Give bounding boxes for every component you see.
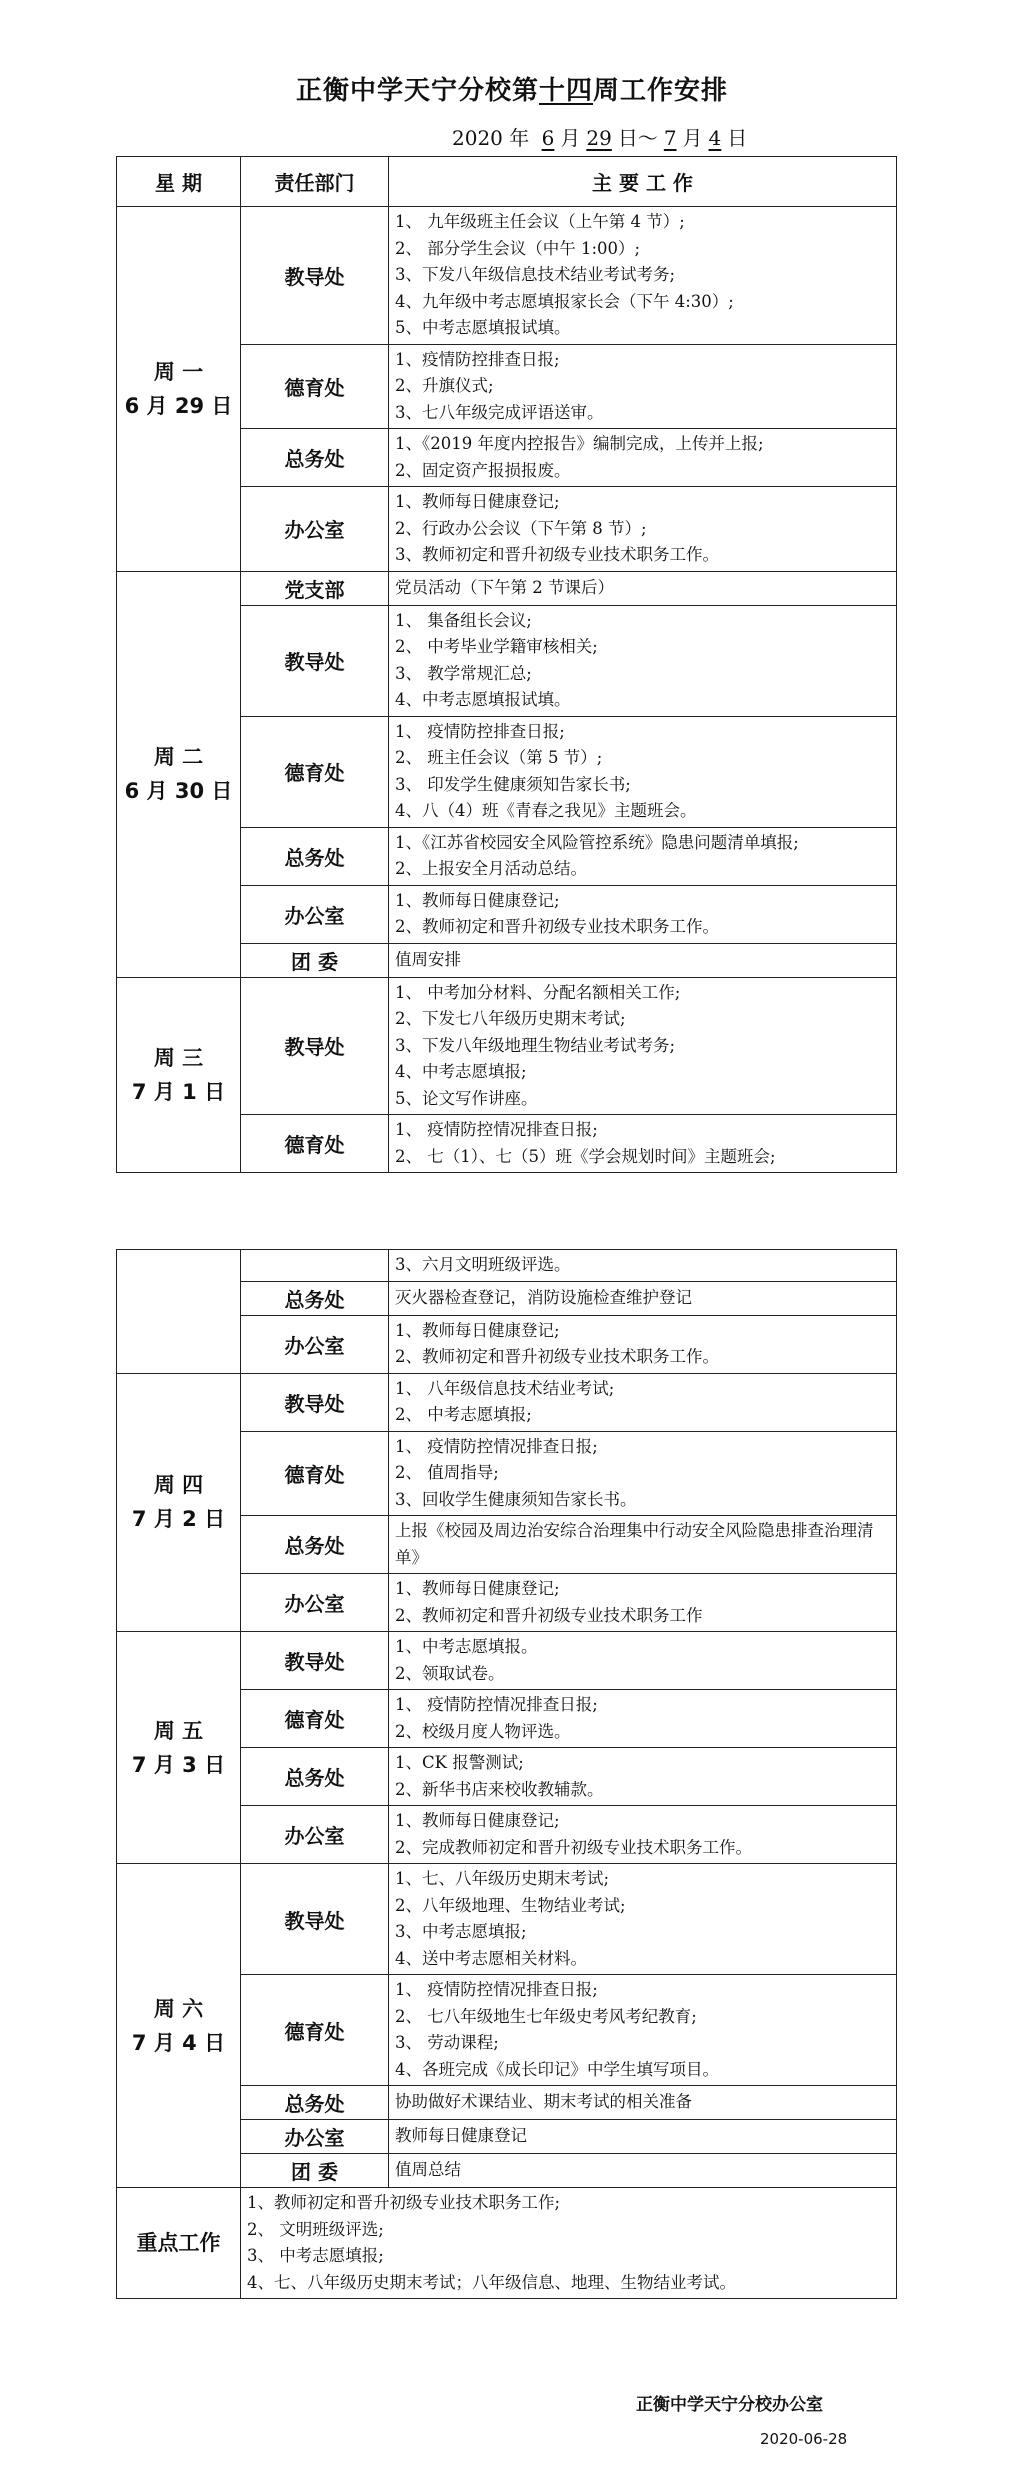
- task-item: 2、领取试卷。: [395, 1663, 505, 1683]
- tasks-cell: [389, 827, 897, 885]
- day-line: 周 三: [153, 1045, 204, 1070]
- tasks-cell: [389, 487, 897, 572]
- dept-cell: 教导处: [241, 605, 389, 716]
- tasks-cell: [389, 1748, 897, 1806]
- task-item: 1、七、八年级历史期末考试;: [395, 1869, 610, 1888]
- title-prefix: 正衡中学天宁分校第: [295, 76, 539, 106]
- dept-cell: 德育处: [241, 344, 389, 429]
- dept-cell: 教导处: [241, 1632, 389, 1690]
- day-line: 周 五: [153, 1718, 204, 1743]
- dept-cell: [241, 1250, 389, 1282]
- task-item: 2、上报安全月活动总结。: [395, 859, 587, 878]
- task-item: 2、 七八年级地生七年级史考风考纪教育;: [395, 2006, 697, 2026]
- task-item: 2、固定资产报损报废。: [395, 460, 571, 480]
- day-cell: [117, 1864, 241, 2188]
- date-text: 月: [560, 126, 581, 150]
- task-item: 1、CK 报警测试;: [395, 1753, 524, 1772]
- task-item: 1、 疫情防控情况排查日报;: [395, 1436, 598, 1456]
- tasks-cell: [389, 571, 897, 605]
- task-item: 1、《2019 年度内控报告》编制完成，上传并上报;: [395, 434, 764, 453]
- tasks-cell: [389, 1975, 897, 2086]
- task-item: 2、升旗仪式;: [395, 376, 494, 395]
- task-item: 3、回收学生健康须知告家长书。: [395, 1489, 637, 1509]
- task-item: 灭火器检查登记，消防设施检查维护登记: [395, 1287, 692, 1307]
- schedule-row: [117, 1373, 897, 1431]
- task-item: 1、《江苏省校园安全风险管控系统》隐患问题清单填报;: [395, 832, 799, 852]
- tasks-cell: [389, 1574, 897, 1632]
- task-item: 上报《校园及周边治安综合治理集中行动安全风险隐患排查治理清单》: [395, 1521, 874, 1567]
- day-cell: [117, 571, 241, 977]
- header-dept: 责任部门: [241, 157, 389, 207]
- task-item: 3、 劳动课程;: [395, 2033, 499, 2052]
- dept-cell: 德育处: [241, 1690, 389, 1748]
- schedule-row: [117, 977, 897, 1115]
- task-item: 1、教师每日健康登记;: [395, 1811, 560, 1830]
- task-item: 4、送中考志愿相关材料。: [395, 1948, 587, 1968]
- tasks-cell: [389, 2086, 897, 2120]
- task-item: 1、教师每日健康登记;: [395, 1320, 560, 1340]
- task-item: 2、 七（1）、七（5）班《学会规划时间》主题班会;: [395, 1146, 776, 1166]
- tasks-cell: [389, 1806, 897, 1864]
- dept-cell: 办公室: [241, 885, 389, 943]
- task-item: 1、中考志愿填报。: [395, 1637, 538, 1656]
- task-item: 4、中考志愿填报;: [395, 1062, 527, 1081]
- key-work-item: 1、教师初定和晋升初级专业技术职务工作;: [247, 2193, 561, 2212]
- task-item: 3、 教学常规汇总;: [395, 663, 532, 683]
- task-item: 2、校级月度人物评选。: [395, 1721, 571, 1741]
- tasks-cell: [389, 2154, 897, 2188]
- tasks-cell: [389, 605, 897, 716]
- dept-cell: 总务处: [241, 429, 389, 487]
- day-cell: [117, 1632, 241, 1864]
- tasks-cell: [389, 1315, 897, 1373]
- title-week: 十四: [538, 76, 593, 106]
- task-item: 1、教师每日健康登记;: [395, 1579, 560, 1598]
- tasks-cell: [389, 344, 897, 429]
- dept-cell: 总务处: [241, 1516, 389, 1574]
- task-item: 1、 集备组长会议;: [395, 610, 532, 630]
- header-row: [117, 157, 897, 207]
- tasks-cell: [389, 977, 897, 1115]
- tasks-cell: [389, 943, 897, 977]
- task-item: 2、 中考毕业学籍审核相关;: [395, 637, 598, 656]
- date-text: 月: [682, 126, 703, 150]
- day-line: 7 月 1 日: [131, 1079, 226, 1104]
- task-item: 4、九年级中考志愿填报家长会（下午 4:30）;: [395, 291, 734, 311]
- dept-cell: 办公室: [241, 2120, 389, 2154]
- dept-cell: 团 委: [241, 2154, 389, 2188]
- dept-cell: 教导处: [241, 1373, 389, 1431]
- day-line: 6 月 29 日: [124, 393, 233, 418]
- day-line: 7 月 2 日: [131, 1507, 226, 1532]
- dept-cell: 办公室: [241, 487, 389, 572]
- date-start-month: 6: [541, 126, 555, 150]
- day-line: 周 六: [153, 1996, 204, 2021]
- task-item: 2、下发七八年级历史期末考试;: [395, 1009, 626, 1028]
- task-item: 2、完成教师初定和晋升初级专业技术职务工作。: [395, 1837, 752, 1857]
- tasks-cell: [389, 1281, 897, 1315]
- dept-cell: 教导处: [241, 207, 389, 345]
- task-item: 2、教师初定和晋升初级专业技术职务工作。: [395, 917, 719, 936]
- tasks-cell: [389, 885, 897, 943]
- key-work-label: 重点工作: [117, 2188, 241, 2299]
- dept-cell: 团 委: [241, 943, 389, 977]
- task-item: 4、八（4）班《青春之我见》主题班会。: [395, 801, 697, 820]
- task-item: 1、 九年级班主任会议（上午第 4 节）;: [395, 212, 685, 231]
- task-item: 2、 中考志愿填报;: [395, 1405, 532, 1424]
- tasks-cell: [389, 1373, 897, 1431]
- header-day: 星 期: [117, 157, 241, 207]
- tasks-cell: [389, 1690, 897, 1748]
- schedule-table-page-1: [116, 156, 897, 1173]
- task-item: 1、 中考加分材料、分配名额相关工作;: [395, 982, 681, 1002]
- task-item: 协助做好术课结业、期末考试的相关准备: [395, 2092, 692, 2112]
- task-item: 1、 疫情防控情况排查日报;: [395, 1120, 598, 1139]
- task-item: 2、八年级地理、生物结业考试;: [395, 1895, 626, 1915]
- task-item: 1、教师每日健康登记;: [395, 890, 560, 910]
- schedule-row: [117, 1632, 897, 1690]
- key-work-tasks: [241, 2188, 897, 2299]
- tasks-cell: [389, 1115, 897, 1173]
- dept-cell: 教导处: [241, 1864, 389, 1975]
- task-item: 4、各班完成《成长印记》中学生填写项目。: [395, 2059, 719, 2079]
- task-item: 3、下发八年级信息技术结业考试考务;: [395, 265, 676, 284]
- header-work: 主 要 工 作: [389, 157, 897, 207]
- task-item: 1、教师每日健康登记;: [395, 492, 560, 511]
- day-line: 周 二: [153, 745, 204, 769]
- tasks-cell: [389, 2120, 897, 2154]
- dept-cell: 总务处: [241, 2086, 389, 2120]
- footer-date: 2020-06-28: [760, 2430, 848, 2448]
- task-item: 教师每日健康登记: [395, 2126, 527, 2146]
- dept-cell: 办公室: [241, 1806, 389, 1864]
- dept-cell: 总务处: [241, 827, 389, 885]
- schedule-row: [117, 1250, 897, 1282]
- task-item: 值周安排: [395, 949, 461, 969]
- date-year: 2020 年: [452, 126, 530, 150]
- task-item: 3、六月文明班级评选。: [395, 1255, 571, 1274]
- dept-cell: 教导处: [241, 977, 389, 1115]
- footer-office: 正衡中学天宁分校办公室: [636, 2395, 823, 2415]
- tasks-cell: [389, 1516, 897, 1574]
- schedule-row: [117, 1864, 897, 1975]
- day-cell: [117, 977, 241, 1173]
- dept-cell: 办公室: [241, 1574, 389, 1632]
- task-item: 1、 八年级信息技术结业考试;: [395, 1378, 615, 1398]
- task-item: 2、 班主任会议（第 5 节）;: [395, 748, 603, 767]
- task-item: 4、中考志愿填报试填。: [395, 690, 571, 709]
- day-line: 周 一: [153, 359, 204, 384]
- task-item: 3、七八年级完成评语送审。: [395, 402, 604, 422]
- tasks-cell: [389, 1632, 897, 1690]
- task-item: 值周总结: [395, 2160, 461, 2180]
- day-line: 7 月 3 日: [131, 1752, 226, 1777]
- tasks-cell: [389, 429, 897, 487]
- dept-cell: 总务处: [241, 1748, 389, 1806]
- schedule-row: [117, 207, 897, 345]
- task-item: 5、论文写作讲座。: [395, 1088, 538, 1108]
- date-text: 日～: [617, 126, 658, 150]
- tasks-cell: [389, 1431, 897, 1516]
- task-item: 3、 印发学生健康须知告家长书;: [395, 774, 631, 794]
- date-start-day: 29: [586, 126, 612, 150]
- day-line: 周 四: [153, 1473, 204, 1498]
- date-text: 日: [727, 126, 748, 150]
- task-item: 3、教师初定和晋升初级专业技术职务工作。: [395, 545, 719, 564]
- tasks-cell: [389, 716, 897, 827]
- dept-cell: 德育处: [241, 1431, 389, 1516]
- task-item: 党员活动（下午第 2 节课后）: [395, 577, 614, 597]
- key-work-item: 4、七、八年级历史期末考试；八年级信息、地理、生物结业考试。: [247, 2272, 736, 2292]
- dept-cell: 德育处: [241, 1975, 389, 2086]
- dept-cell: 党支部: [241, 571, 389, 605]
- key-work-item: 3、 中考志愿填报;: [247, 2246, 384, 2265]
- tasks-cell: [389, 1864, 897, 1975]
- task-item: 2、新华书店来校收教辅款。: [395, 1779, 604, 1799]
- day-line: 7 月 4 日: [131, 2030, 226, 2055]
- schedule-table-page-2: [116, 1249, 897, 2299]
- task-item: 1、 疫情防控排查日报;: [395, 721, 565, 741]
- day-line: 6 月 30 日: [124, 779, 233, 803]
- day-cell: [117, 207, 241, 572]
- day-cell: [117, 1373, 241, 1632]
- task-item: 2、 部分学生会议（中午 1:00）;: [395, 238, 641, 258]
- date-end-month: 7: [663, 126, 677, 150]
- page-title: [0, 70, 1024, 107]
- schedule-row: [117, 571, 897, 605]
- task-item: 2、教师初定和晋升初级专业技术职务工作: [395, 1605, 703, 1625]
- task-item: 1、疫情防控排查日报;: [395, 349, 560, 369]
- date-range: [452, 122, 747, 151]
- dept-cell: 总务处: [241, 1281, 389, 1315]
- day-continued-cell: [117, 1250, 241, 1374]
- date-end-day: 4: [708, 126, 722, 150]
- tasks-cell: [389, 1250, 897, 1282]
- title-suffix: 周工作安排: [593, 76, 729, 106]
- tasks-cell: [389, 207, 897, 345]
- task-item: 2、教师初定和晋升初级专业技术职务工作。: [395, 1347, 719, 1366]
- task-item: 3、中考志愿填报;: [395, 1922, 527, 1941]
- task-item: 1、 疫情防控情况排查日报;: [395, 1980, 598, 1999]
- task-item: 3、下发八年级地理生物结业考试考务;: [395, 1035, 676, 1055]
- key-work-item: 2、 文明班级评选;: [247, 2219, 384, 2239]
- dept-cell: 德育处: [241, 716, 389, 827]
- task-item: 2、行政办公会议（下午第 8 节）;: [395, 518, 647, 538]
- dept-cell: 德育处: [241, 1115, 389, 1173]
- task-item: 1、 疫情防控情况排查日报;: [395, 1695, 598, 1714]
- dept-cell: 办公室: [241, 1315, 389, 1373]
- task-item: 5、中考志愿填报试填。: [395, 318, 571, 337]
- task-item: 2、 值周指导;: [395, 1463, 499, 1482]
- key-work-row: [117, 2188, 897, 2299]
